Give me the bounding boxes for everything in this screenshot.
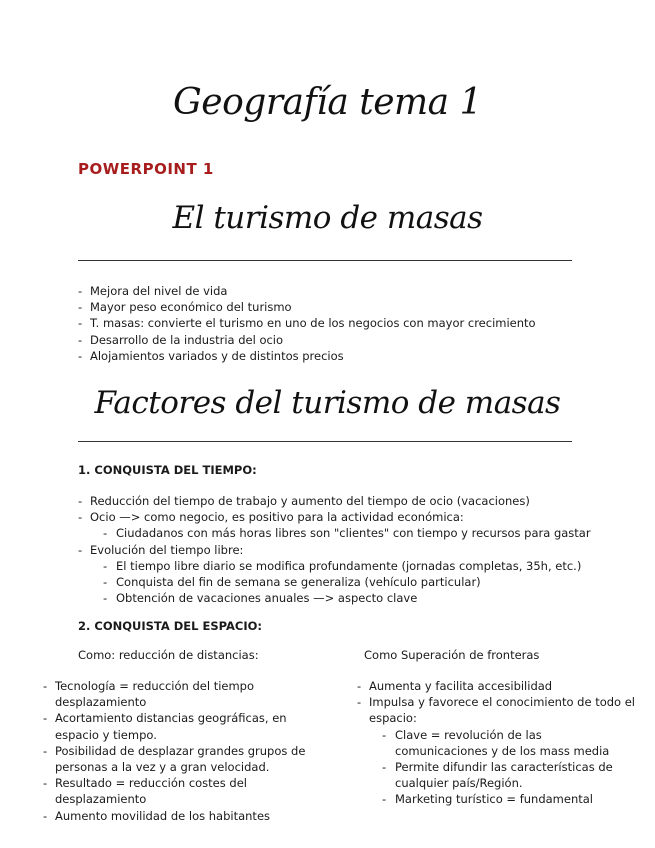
ocio-sublist (90, 525, 598, 541)
list-item: - Posibilidad de desplazar grandes grupos de personas a la vez y a gran velocidad. (43, 743, 333, 775)
section1-title: El turismo de masas (172, 200, 483, 236)
list-item: - Alojamientos variados y de distintos precios (78, 348, 578, 364)
left-column-list (43, 678, 333, 824)
list-item: - Mejora del nivel de vida (78, 283, 578, 299)
sublist-item: - El tiempo libre diario se modifica profundamente (jornadas completas, 35h, etc.) (103, 558, 598, 574)
sublist-item: - Marketing turístico = fundamental (382, 791, 637, 807)
list-item: - Tecnología = reducción del tiempo desplazamiento (43, 678, 333, 710)
list-item: - Aumento movilidad de los habitantes (43, 808, 333, 824)
list-item: - Acortamiento distancias geográficas, en espacio y tiempo. (43, 710, 333, 742)
factor2-heading: 2. CONQUISTA DEL ESPACIO: (78, 619, 262, 633)
sublist-item: - Conquista del fin de semana se generaliza (vehículo particular) (103, 574, 598, 590)
divider-rule (78, 441, 572, 442)
sublist-item: - Clave = revolución de las comunicaciones y de los mass media (382, 727, 637, 759)
divider-rule (78, 260, 572, 261)
list-item: - Mayor peso económico del turismo (78, 299, 578, 315)
sublist-item: - Obtención de vacaciones anuales —> aspecto clave (103, 590, 598, 606)
list-item: - T. masas: convierte el turismo en uno de los negocios con mayor crecimiento (78, 315, 578, 331)
list-item (78, 509, 598, 541)
list-item: - Aumenta y facilita accesibilidad (357, 678, 637, 694)
right-column-list (357, 678, 637, 808)
section2-title: Factores del turismo de masas (94, 385, 561, 421)
sublist-item: - Permite difundir las características de cualquier país/Región. (382, 759, 637, 791)
list-item: - Reducción del tiempo de trabajo y aumento del tiempo de ocio (vacaciones) (78, 493, 598, 509)
sublist-item: - Ciudadanos con más horas libres son "clientes" con tiempo y recursos para gastar (103, 525, 598, 541)
list-item-text: Ocio —> como negocio, es positivo para la actividad económica: (90, 510, 464, 525)
document-title: Geografía tema 1 (173, 82, 482, 123)
list-item-text: Evolución del tiempo libre: (90, 542, 244, 557)
right-column-heading: Como Superación de fronteras (364, 648, 540, 662)
right-sublist (369, 727, 637, 808)
tiempo-list (78, 493, 598, 606)
factor1-heading: 1. CONQUISTA DEL TIEMPO: (78, 463, 257, 477)
list-item (78, 542, 598, 607)
powerpoint-label: POWERPOINT 1 (78, 160, 214, 178)
left-column-heading: Como: reducción de distancias: (78, 648, 259, 662)
intro-list (78, 283, 578, 364)
list-item (357, 694, 637, 807)
list-item: - Resultado = reducción costes del desplazamiento (43, 775, 333, 807)
list-item: - Desarrollo de la industria del ocio (78, 332, 578, 348)
evolucion-sublist (90, 558, 598, 607)
list-item-text: Impulsa y favorece el conocimiento de todo el espacio: (369, 695, 635, 726)
